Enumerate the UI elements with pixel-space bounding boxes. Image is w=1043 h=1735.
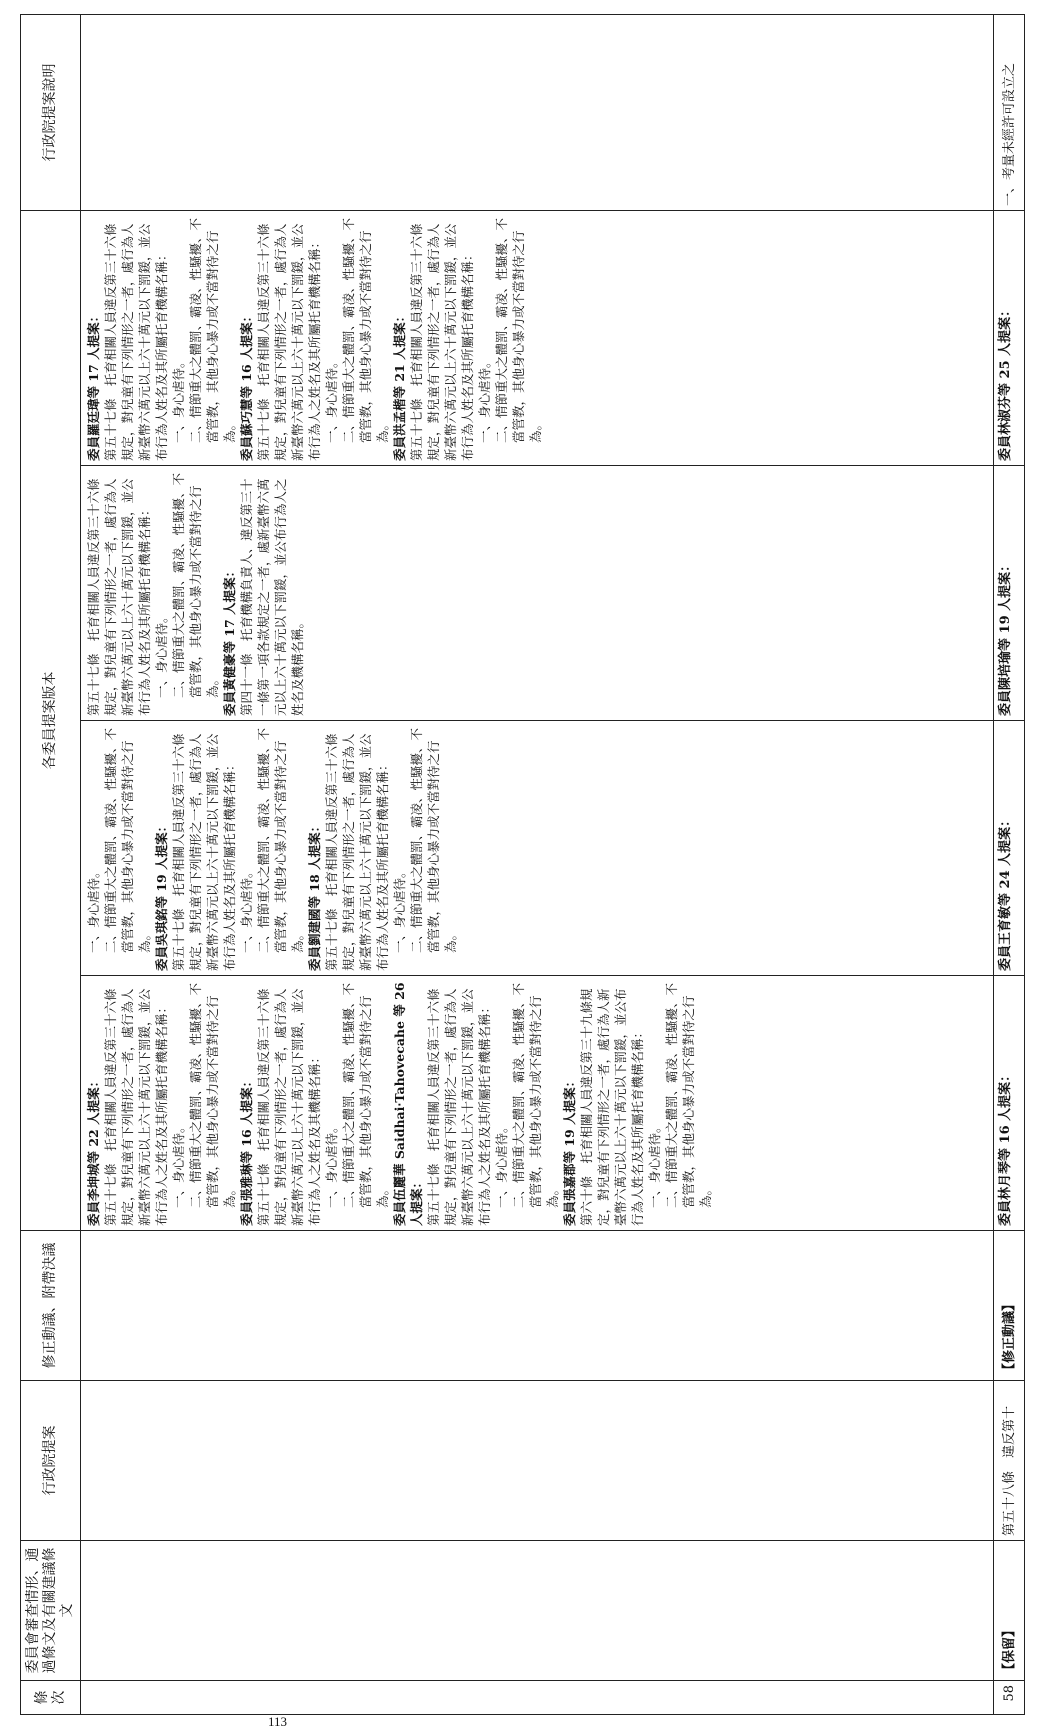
proposal-column — [81, 211, 993, 465]
exec-text: 第五十八條 違反第十 — [994, 1381, 1025, 1541]
header-row — [21, 15, 81, 1715]
proposal-line: 一、身心虐待。 — [86, 865, 101, 953]
proposal-line: 二、情節重大之體罰、霸凌、性騷擾、不當管教，其他身心暴力或不當對待之行為。 — [341, 217, 390, 443]
proposal-line: 第六十條 托育相關人員違反第三十九條規定，對兒童有下列情形之一者，處行為人新臺幣六萬元以上六十萬元以下罰鍰，並公布行為人姓名及其所屬托育機構名稱： — [579, 988, 645, 1226]
proposal-line: 一、身心虐待。 — [647, 1120, 662, 1208]
proposer-label: 委員張嘉郡等 19 人提案： — [562, 1074, 577, 1226]
cell-amend — [81, 1231, 994, 1381]
proposal-line: 二、情節重大之體罰、霸凌、性騷擾、不當管教，其他身心暴力或不當對待之行為。 — [664, 982, 713, 1208]
committee-status: 【保留】 — [994, 1541, 1025, 1681]
proposal-column — [81, 975, 993, 1230]
header-no: 條次 — [21, 1681, 81, 1715]
proposal-line: 一、身心虐待。 — [494, 1120, 509, 1208]
proposal-foot-label: 委員王育敏等 24 人提案： — [994, 720, 1024, 975]
proposer-label: 委員吳琪銘等 19 人提案： — [154, 819, 169, 971]
cell-exec — [81, 1381, 994, 1541]
proposal-line: 第五十七條 托育相關人員違反第三十六條規定，對兒童有下列情形之一者，處行為人新臺幣六萬元以上六十萬元以下罰鍰，並公布行為人之姓名及其所屬托育機構名稱： — [256, 223, 322, 461]
amend-status: 【修正動議】 — [994, 1231, 1025, 1381]
proposal-column — [81, 465, 993, 720]
header-explain: 行政院提案說明 — [21, 15, 81, 211]
proposal-line: 一、身心虐待。 — [239, 865, 254, 953]
proposal-foot — [994, 211, 1025, 1231]
proposer-label: 委員李坤城等 22 人提案： — [86, 1074, 101, 1226]
proposal-column — [81, 720, 993, 975]
header-proposals: 各委員提案版本 — [21, 211, 81, 1231]
proposal-line: 第五十七條 托育相關人員違反第三十六條規定，對兒童有下列情形之一者，處行為人新臺幣六萬元以上六十萬元以下罰鍰，並公布行為人姓名及其所屬托育機構名稱： — [409, 223, 475, 461]
cell-committee — [81, 1541, 994, 1681]
proposal-line: 一、身心虐待。 — [171, 1120, 186, 1208]
header-amend: 修正動議、附帶決議 — [21, 1231, 81, 1381]
proposal-line: 一、身心虐待。 — [324, 355, 339, 443]
proposal-line: 一、身心虐待。 — [477, 355, 492, 443]
proposal-line: 第四十一條 托育機構負責人、違反第三十一條第一項各款規定之一者，處新臺幣六萬元以上六十萬元以下罰鍰，並公布行為人之姓名及機構名稱。 — [239, 478, 305, 716]
cell-explain — [81, 15, 994, 211]
proposal-line: 二、情節重大之體罰、霸凌、性騷擾、不當管教，其他身心暴力或不當對待之行為。 — [511, 982, 560, 1208]
proposal-line: 第五十七條 托育相關人員違反第三十六條規定，對兒童有下列情形之一者，處行為人新臺幣六萬元以上六十萬元以下罰鍰，並公布行為人姓名及其所屬托育機構名稱： — [103, 223, 169, 461]
proposal-line: 一、身心虐待。 — [171, 355, 186, 443]
proposal-line: 二、情節重大之體罰、霸凌、性騷擾、不當管教，其他身心暴力或不當對待之行為。 — [409, 727, 458, 953]
proposal-columns — [81, 211, 993, 1230]
proposal-foot-label: 委員陳培瑜等 19 人提案： — [994, 465, 1024, 720]
body-row — [81, 15, 994, 1715]
proposer-label: 委員黃健豪等 17 人提案： — [222, 564, 237, 716]
cell-proposals — [81, 211, 994, 1231]
proposal-line: 第五十七條 托育相關人員違反第三十六條規定，對兒童有下列情形之一者，處行為人新臺幣六萬元以上六十萬元以下罰鍰，並公布行為人姓名及其所屬托育機構名稱： — [86, 478, 152, 716]
proposer-label: 委員劉建國等 18 人提案： — [307, 819, 322, 971]
comparison-table — [20, 14, 1025, 1715]
proposal-line: 第五十七條 托育相關人員違反第三十六條規定，對兒童有下列情形之一者，處行為人新臺幣六萬元以上六十萬元以下罰鍰，並公布行為人姓名及其所屬托育機構名稱： — [171, 733, 237, 971]
article-number: 58 — [994, 1681, 1025, 1715]
proposal-foot-columns — [994, 211, 1024, 1230]
proposer-label: 委員張雅琳等 16 人提案： — [239, 1074, 254, 1226]
proposal-line: 二、情節重大之體罰、霸凌、性騷擾、不當管教，其他身心暴力或不當對待之行為。 — [103, 727, 152, 953]
proposal-foot-label: 委員林月琴等 16 人提案： — [994, 975, 1024, 1230]
proposal-line: 第五十七條 托育相關人員違反第三十六條規定，對兒童有下列情形之一者，處行為人新臺幣六萬元以上六十萬元以下罰鍰，並公布行為人之姓名及其所屬托育機構名稱： — [426, 988, 492, 1226]
header-committee: 委員會審查情形、通過條文及有關建議條文 — [21, 1541, 81, 1681]
proposal-line: 第五十七條 托育相關人員違反第三十六條規定，對兒童有下列情形之一者，處行為人新臺幣六萬元以上六十萬元以下罰鍰，並公布行為人姓名及其所屬托育機構名稱： — [324, 733, 390, 971]
proposal-line: 一、身心虐待。 — [324, 1120, 339, 1208]
cell-no — [81, 1681, 994, 1715]
proposal-line: 第五十七條 托育相關人員違反第三十六條規定，對兒童有下列情形之一者，處行為人新臺幣六萬元以上六十萬元以下罰鍰，並公布行為人之姓名及其所屬托育機構名稱： — [103, 988, 169, 1226]
proposer-label: 委員蘇巧慧等 16 人提案： — [239, 309, 254, 461]
proposer-label: 委員伍麗華 Saidhai‧Tahovecahe 等 26 人提案： — [392, 982, 424, 1226]
proposal-line: 二、情節重大之體罰、霸凌、性騷擾、不當管教，其他身心暴力或不當對待之行為。 — [188, 982, 237, 1208]
proposal-foot-label: 委員林淑芬等 25 人提案： — [998, 303, 1013, 461]
proposer-label: 委員洪孟楷等 21 人提案： — [392, 309, 407, 461]
proposal-line: 一、身心虐待。 — [154, 610, 169, 698]
proposal-line: 二、情節重大之體罰、霸凌、性騷擾、不當管教，其他身心暴力或不當對待之行為。 — [494, 217, 543, 443]
proposal-line: 二、情節重大之體罰、霸凌、性騷擾、不當管教，其他身心暴力或不當對待之行為。 — [256, 727, 305, 953]
footer-row — [994, 15, 1025, 1715]
proposal-line: 第五十七條 托育相關人員違反第三十六條規定，對兒童有下列情形之一者，處行為人新臺幣六萬元以上六十萬元以下罰鍰，並公布行為人之姓名及其機構名稱： — [256, 988, 322, 1226]
page-number: 113 — [268, 1714, 288, 1729]
proposal-line: 二、情節重大之體罰、霸凌、性騷擾、不當管教，其他身心暴力或不當對待之行為。 — [341, 982, 390, 1208]
explain-text: 一、考量未經許可設立之 — [994, 15, 1025, 211]
proposal-line: 二、情節重大之體罰、霸凌、性騷擾、不當管教，其他身心暴力或不當對待之行為。 — [188, 217, 237, 443]
header-exec: 行政院提案 — [21, 1381, 81, 1541]
proposal-line: 二、情節重大之體罰、霸凌、性騷擾、不當管教，其他身心暴力或不當對待之行為。 — [171, 472, 220, 698]
proposal-line: 一、身心虐待。 — [392, 865, 407, 953]
proposer-label: 委員羅廷瑋等 17 人提案： — [86, 309, 101, 461]
